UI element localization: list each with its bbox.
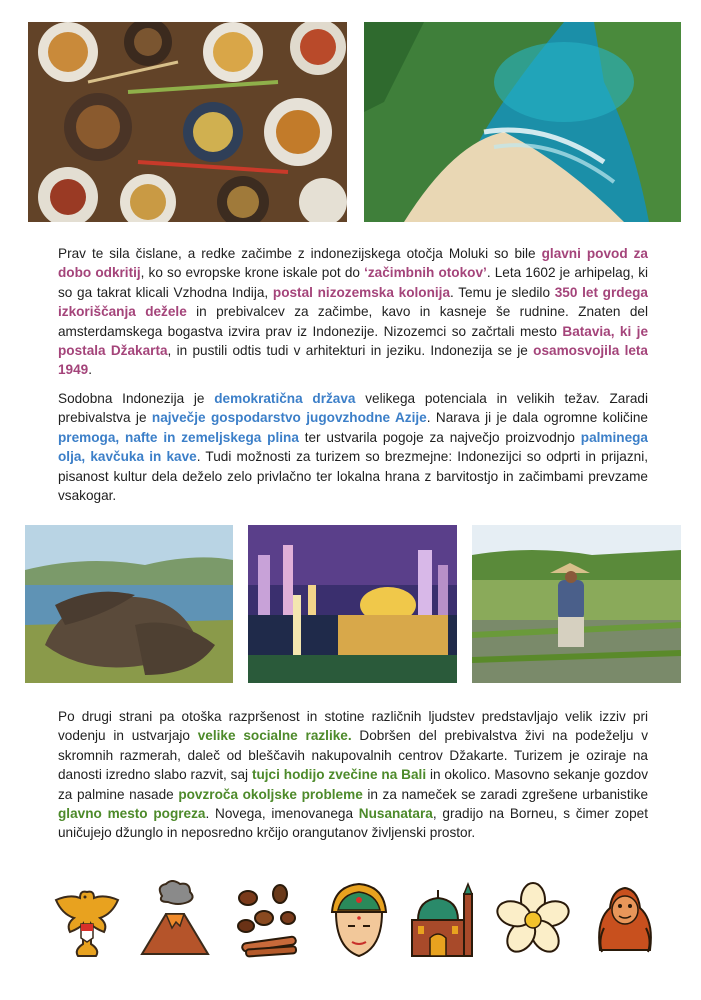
text-segment: ter ustvarila pogoje za največjo proizvodnjo [298, 429, 581, 445]
text-segment: , ko so evropske krone iskale pot do [140, 265, 365, 281]
text-segment: Sodobna Indonezija je [58, 391, 215, 406]
rice-farmer-photo [472, 525, 681, 683]
food-spread-photo [28, 22, 347, 222]
highlight-blue: največje gospodarstvo jugovzhodne Azije [151, 410, 427, 426]
highlight-pink: osamosvojila leta 1949 [58, 343, 648, 378]
text-segment: . Narava ji je dala ogromne količine [426, 410, 648, 426]
text-segment: in za nameček se zaradi zgrešene urbanistike [362, 786, 649, 802]
text-segment: Prav te sila čislane, a redke začimbe z indonezijskega otočja Moluki so bile [58, 246, 542, 261]
highlight-green: Nusanatara [358, 806, 433, 822]
volcano-icon [138, 880, 212, 960]
highlight-green: velike socialne razlike. [197, 728, 352, 744]
text-segment: . Leta 1602 je arhipelag, ki so ga takrat klicali Vzhodna Indija, [58, 265, 649, 300]
highlight-pink: glavni povod za dobo odkritij [58, 246, 648, 281]
highlight-blue: demokratična država [214, 391, 356, 406]
text-segment: . Novega, imenovanega [205, 806, 359, 822]
text-segment: , in pustili odtis tudi v arhitekturi in jeziku. Indonezija se je [167, 343, 534, 359]
text-segment: velikega potenciala in velikih težav. Zaradi prebivalstva je [58, 391, 648, 426]
highlight-blue: palminega olja, kavčuka in kave [58, 429, 648, 465]
text-segment: in prebivalcev za začimbe, kavo in kasneje še rudnine. Znaten del amsterdamskega bogastva izvira prav iz Indonezije. Nizozemci so začrtali mesto [58, 304, 648, 339]
text-segment: . [88, 362, 93, 378]
highlight-blue: premoga, nafte in zemeljskega plina [58, 429, 299, 445]
text-segment: . Tudi možnosti za turizem so brezmejne: Indonezijci so odprti in prijazni, pisanost kultur dela deželo zelo privlačno ter lokalna hrana z barvitostjo in začimbami prevzame vsakogar. [58, 449, 648, 504]
spices-icon [232, 880, 306, 960]
text-segment: Dobršen del prebivalstva živi na podeželju v skromnih razmerah, daleč od bleščavih nakupovalnih centrov Džakarte. Turizem je oziraje na danosti izredno slabo razvit, saj [58, 728, 648, 783]
highlight-green: tujci hodijo zvečine na Bali [251, 767, 427, 783]
text-segment: . Temu je sledilo [450, 284, 555, 300]
orangutan-icon [588, 880, 662, 960]
text-segment: Po drugi strani pa otoška razpršenost in stotine različnih ljudstev predstavljajo velik izziv pri vodenju in ustvarjajo [58, 709, 648, 744]
beach-cove-photo [364, 22, 681, 222]
paragraph-history [58, 244, 648, 380]
highlight-pink: Batavia, ki je postala Džakarta [58, 323, 649, 359]
highlight-green: povzroča okoljske probleme [178, 786, 363, 802]
komodo-dragons-photo [25, 525, 233, 683]
paragraph-challenges [58, 707, 648, 843]
garuda-icon [50, 880, 124, 960]
dancer-headdress-icon [322, 880, 396, 960]
jakarta-mosque-night-photo [248, 525, 457, 683]
frangipani-icon [496, 880, 570, 960]
highlight-pink: 350 let grdega izkoriščanja dežele [58, 284, 648, 320]
highlight-pink: postal nizozemska kolonija [272, 284, 450, 300]
text-segment: , gradijo na Borneu, s čimer zopet uničujejo džunglo in neposredno krčijo orangutanov življenski prostor. [58, 806, 648, 841]
highlight-pink: ‘začimbnih otokov’ [364, 265, 487, 281]
mosque-icon [404, 880, 478, 960]
paragraph-modern-indonesia [58, 389, 648, 505]
highlight-green: glavno mesto pogreza [58, 806, 206, 822]
text-segment: in okolico. Masovno sekanje gozdov za palmine nasade [58, 767, 649, 802]
